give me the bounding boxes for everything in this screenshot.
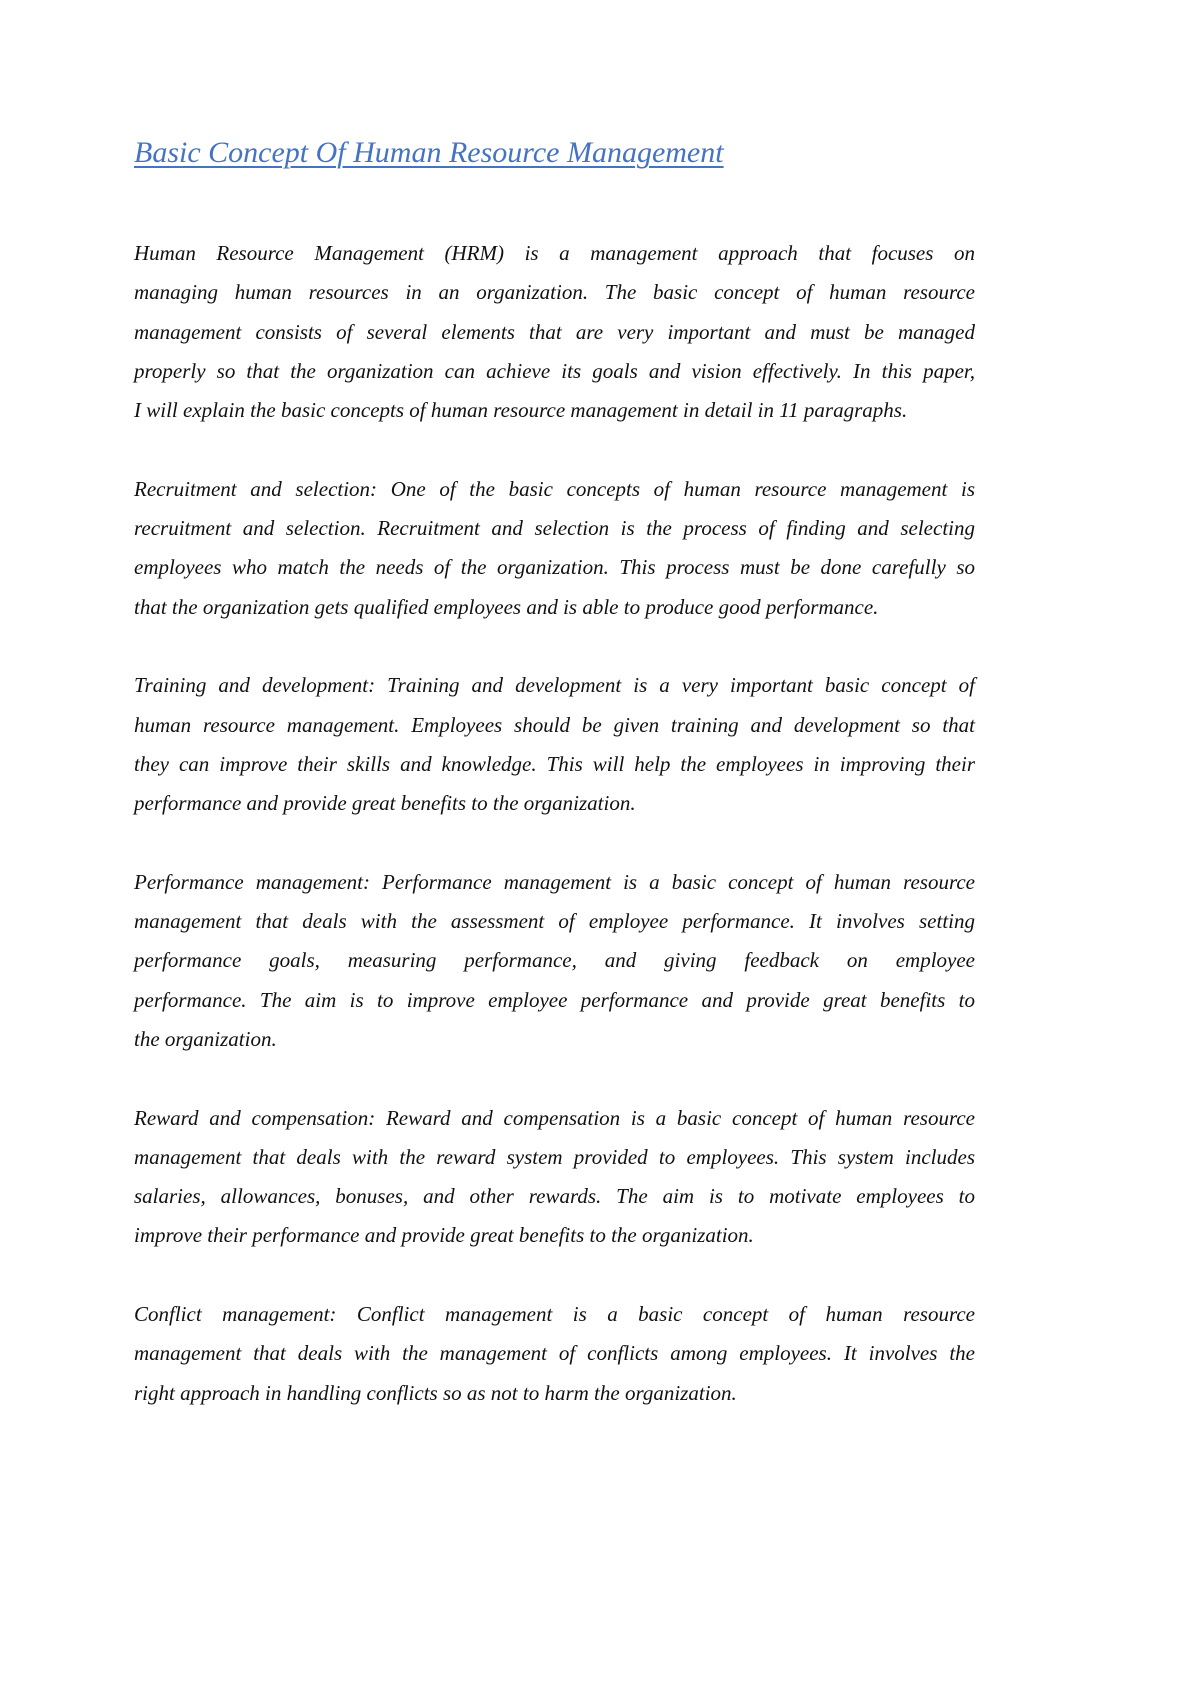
paragraph-line: management that deals with the management of conflicts among employees. It involves the (134, 1341, 975, 1366)
paragraph-line: salaries, allowances, bonuses, and other rewards. The aim is to motivate employees to (134, 1184, 975, 1209)
paragraph-line: management that deals with the assessment of employee performance. It involves setting (134, 909, 975, 934)
paragraph (134, 234, 975, 430)
document-page (134, 132, 975, 1452)
paragraph-line: I will explain the basic concepts of human resource management in detail in 11 paragraphs. (134, 398, 908, 423)
paragraph-line: managing human resources in an organization. The basic concept of human resource (134, 280, 975, 305)
paragraph-line: employees who match the needs of the organization. This process must be done carefully so (134, 555, 975, 580)
paragraph-line: that the organization gets qualified employees and is able to produce good performance. (134, 594, 879, 619)
paragraph (134, 1295, 975, 1413)
paragraph (134, 863, 975, 1059)
paragraph (134, 470, 975, 627)
document-title: Basic Concept Of Human Resource Management (134, 136, 724, 169)
paragraph-line: the organization. (134, 1026, 277, 1051)
paragraph-line: right approach in handling conflicts so as not to harm the organization. (134, 1380, 737, 1405)
paragraph-line: Reward and compensation: Reward and compensation is a basic concept of human resource (134, 1105, 975, 1130)
paragraph (134, 666, 975, 823)
paragraph-line: recruitment and selection. Recruitment and selection is the process of finding and selecting (134, 516, 975, 541)
paragraph-line: they can improve their skills and knowledge. This will help the employees in improving their (134, 751, 975, 776)
paragraph-line: improve their performance and provide great benefits to the organization. (134, 1223, 754, 1248)
paragraph-line: human resource management. Employees should be given training and development so that (134, 712, 975, 737)
paragraph-line: performance goals, measuring performance, and giving feedback on employee (134, 948, 975, 973)
paragraph-line: Training and development: Training and development is a very important basic concept of (134, 673, 975, 698)
paragraph-line: management consists of several elements that are very important and must be managed (134, 319, 975, 344)
paragraph-line: properly so that the organization can achieve its goals and vision effectively. In this paper, (134, 358, 975, 383)
paragraph-line: Conflict management: Conflict management is a basic concept of human resource (134, 1302, 975, 1327)
document-body (134, 234, 975, 1413)
paragraph-line: Recruitment and selection: One of the basic concepts of human resource management is (134, 476, 975, 501)
paragraph-line: Human Resource Management (HRM) is a management approach that focuses on (134, 241, 975, 265)
paragraph-line: performance and provide great benefits to the organization. (134, 791, 636, 816)
paragraph-line: Performance management: Performance management is a basic concept of human resource (134, 869, 975, 894)
paragraph (134, 1099, 975, 1256)
paragraph-line: management that deals with the reward system provided to employees. This system includes (134, 1144, 975, 1169)
paragraph-line: performance. The aim is to improve employee performance and provide great benefits to (134, 987, 975, 1012)
